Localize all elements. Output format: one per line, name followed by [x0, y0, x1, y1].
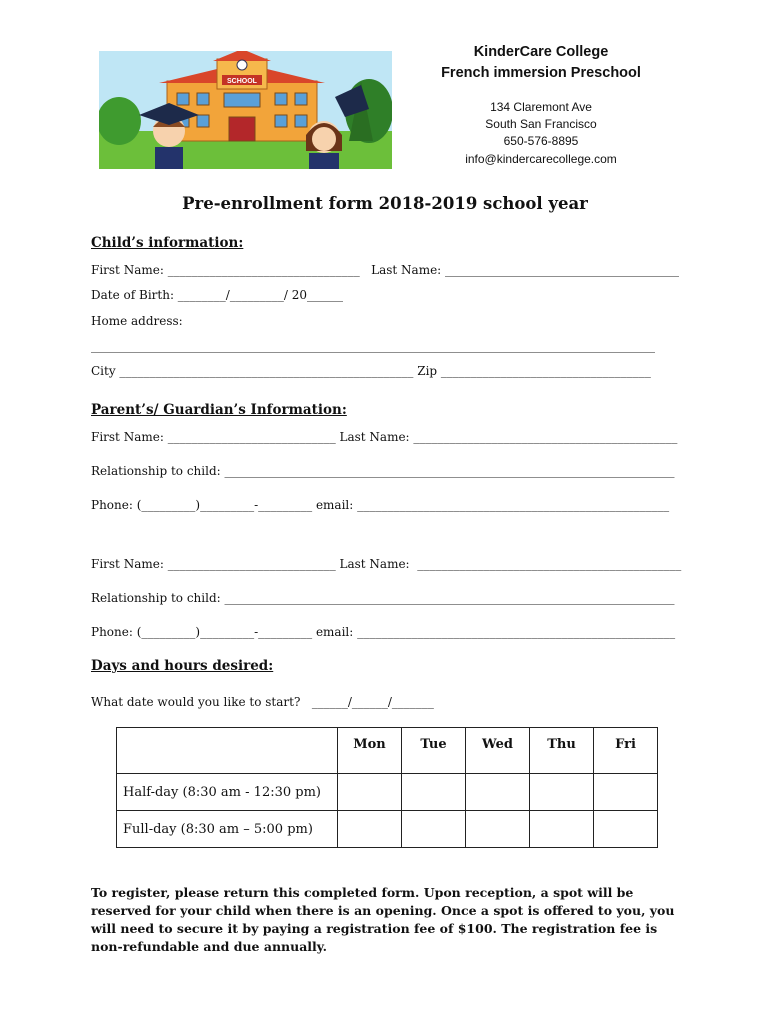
child-info-heading: Child’s information: — [91, 235, 244, 251]
parent1-relationship-line[interactable]: Relationship to child: ___________________________________________________________________________ — [91, 464, 675, 478]
parent1-phone-email-line[interactable]: Phone: (_________)_________-_________ email: ____________________________________________________ — [91, 498, 670, 512]
school-illustration — [99, 51, 392, 169]
parent-info-heading: Parent’s/ Guardian’s Information: — [91, 402, 347, 418]
address-line-1: 134 Claremont Ave — [490, 100, 592, 114]
half-day-mon-cell[interactable] — [338, 774, 402, 811]
parent2-phone-email-line[interactable]: Phone: (_________)_________-_________ email: _____________________________________________________ — [91, 625, 676, 639]
full-day-wed-cell[interactable] — [466, 811, 530, 848]
half-day-label: Half-day (8:30 am - 12:30 pm) — [117, 774, 338, 811]
day-header-tue: Tue — [402, 728, 466, 774]
parent2-name-line[interactable]: First Name: ____________________________ Last Name: ____________________________________________ — [91, 557, 682, 571]
school-sign: SCHOOL — [227, 78, 257, 85]
full-day-mon-cell[interactable] — [338, 811, 402, 848]
child-name-line[interactable]: First Name: ________________________________ Last Name: _______________________________________ — [91, 263, 680, 277]
day-header-mon: Mon — [338, 728, 402, 774]
half-day-tue-cell[interactable] — [402, 774, 466, 811]
day-header-wed: Wed — [466, 728, 530, 774]
full-day-label: Full-day (8:30 am – 5:00 pm) — [117, 811, 338, 848]
start-date-question[interactable]: What date would you like to start? ______/______/_______ — [91, 695, 434, 709]
half-day-fri-cell[interactable] — [594, 774, 658, 811]
city-zip-line[interactable]: City _________________________________________________ Zip ___________________________________ — [91, 364, 651, 378]
parent2-relationship-line[interactable]: Relationship to child: ___________________________________________________________________________ — [91, 591, 675, 605]
home-address-blank[interactable]: ______________________________________________________________________________________________ — [91, 339, 655, 353]
schedule-table — [116, 727, 658, 848]
day-header-fri: Fri — [594, 728, 658, 774]
day-header-thu: Thu — [530, 728, 594, 774]
full-day-thu-cell[interactable] — [530, 811, 594, 848]
half-day-wed-cell[interactable] — [466, 774, 530, 811]
address-line-2: South San Francisco — [485, 117, 597, 131]
form-title: Pre-enrollment form 2018-2019 school year — [182, 194, 588, 213]
program-name: French immersion Preschool — [441, 65, 641, 81]
phone-number: 650-576-8895 — [503, 134, 579, 148]
email-address: info@kindercarecollege.com — [465, 152, 617, 166]
school-name: KinderCare College — [473, 44, 609, 60]
full-day-fri-cell[interactable] — [594, 811, 658, 848]
days-hours-heading: Days and hours desired: — [91, 658, 274, 674]
schedule-corner-cell — [117, 728, 338, 774]
home-address-label: Home address: — [91, 314, 183, 328]
registration-note: To register, please return this completed form. Upon reception, a spot will be reserved for your child when there is an opening. Once a spot is offered to you, you will need to secure it by paying a registration fee of $100. The registration fee is non-refundable and due annually. — [91, 885, 675, 954]
full-day-tue-cell[interactable] — [402, 811, 466, 848]
parent1-name-line[interactable]: First Name: ____________________________ Last Name: ____________________________________________ — [91, 430, 678, 444]
child-dob-line[interactable]: Date of Birth: ________/_________/ 20______ — [91, 288, 343, 302]
half-day-thu-cell[interactable] — [530, 774, 594, 811]
